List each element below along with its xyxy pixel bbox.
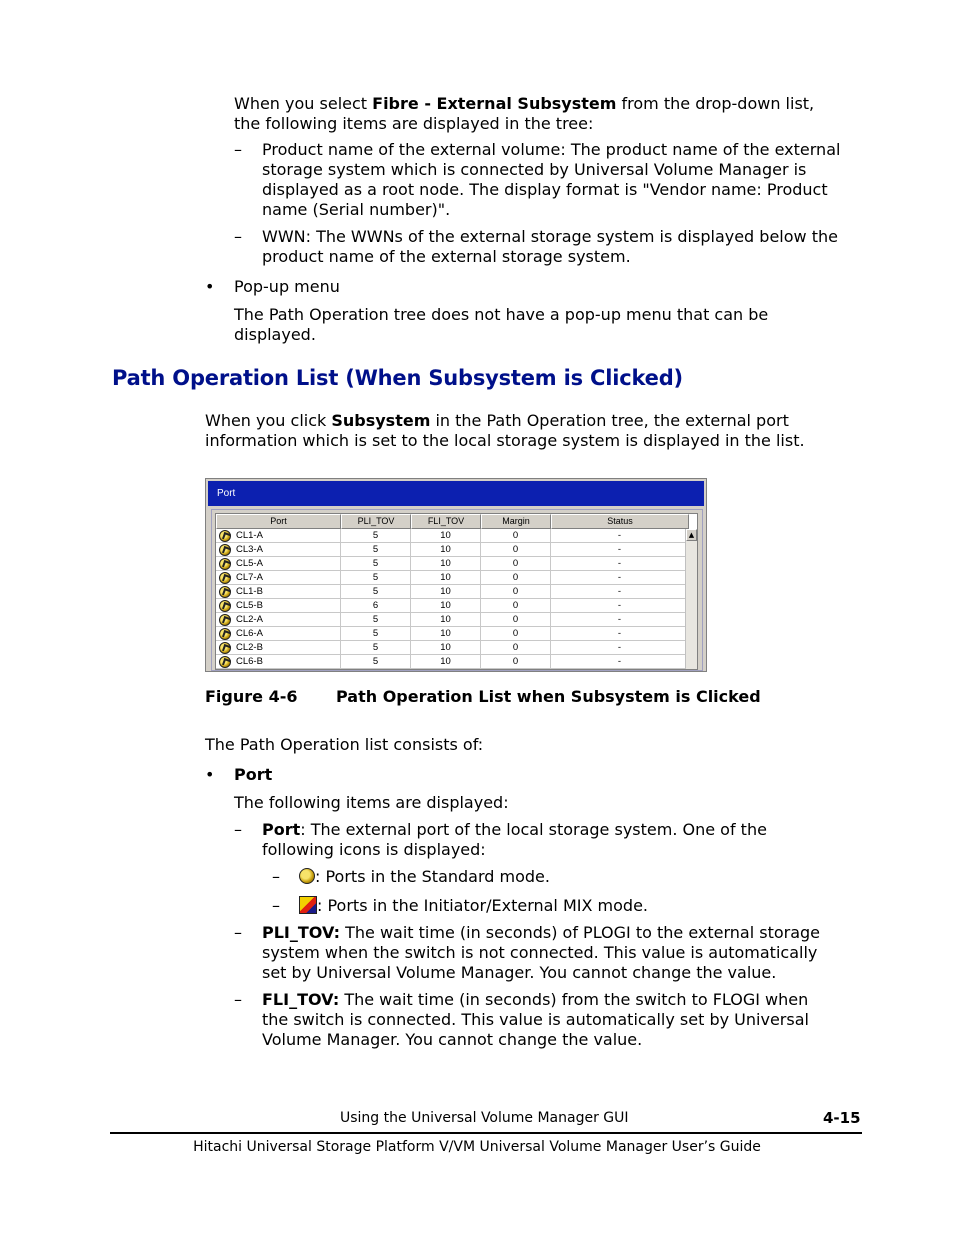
icon-item-standard <box>272 867 872 887</box>
intro-line2: the following items are displayed in the tree: <box>234 114 594 133</box>
cell-margin: 0 <box>481 599 551 613</box>
port-name: CL2-B <box>236 642 263 653</box>
scroll-up-icon[interactable]: ▲ <box>686 529 697 541</box>
footer-book-title: Hitachi Universal Storage Platform V/VM Universal Volume Manager User’s Guide <box>193 1139 761 1155</box>
cell-status: - <box>551 655 689 669</box>
cell-fli-tov: 10 <box>411 529 481 543</box>
section-text: When you click <box>205 411 332 430</box>
cell-port <box>216 557 341 571</box>
table-row[interactable] <box>216 557 689 571</box>
bullet-label: Pop-up menu <box>234 277 340 296</box>
cell-pli-tov: 6 <box>341 599 411 613</box>
port-name: CL6-B <box>236 656 263 667</box>
cell-margin: 0 <box>481 655 551 669</box>
cell-port <box>216 585 341 599</box>
cell-margin: 0 <box>481 627 551 641</box>
footer-divider <box>110 1132 862 1134</box>
table-row[interactable] <box>216 599 689 613</box>
port-standard-icon <box>219 642 231 654</box>
dash-glyph: – <box>234 820 242 839</box>
table-row[interactable] <box>216 655 689 669</box>
icon-std-desc: : Ports in the Standard mode. <box>315 867 550 886</box>
port-list-frame <box>211 509 703 671</box>
dash-glyph: – <box>234 140 242 159</box>
dash-glyph: – <box>234 227 242 246</box>
cell-fli-tov: 10 <box>411 599 481 613</box>
text-line: storage system which is connected by Universal Volume Manager is <box>262 160 807 179</box>
table-row[interactable] <box>216 529 689 543</box>
port-name: CL7-A <box>236 572 263 583</box>
cell-fli-tov: 10 <box>411 557 481 571</box>
port-panel-screenshot <box>205 478 707 672</box>
port-standard-icon <box>299 868 315 884</box>
cell-fli-tov: 10 <box>411 655 481 669</box>
dash-item-product-name <box>234 140 874 220</box>
cell-status: - <box>551 529 689 543</box>
dash-item-fli-tov <box>234 990 874 1050</box>
port-standard-icon <box>219 614 231 626</box>
cell-pli-tov: 5 <box>341 655 411 669</box>
text-line: the switch is connected. This value is automatically set by Universal <box>262 1010 809 1029</box>
vertical-scrollbar[interactable] <box>685 529 697 670</box>
port-standard-icon <box>219 544 231 556</box>
port-standard-icon <box>219 628 231 640</box>
port-name: CL3-A <box>236 544 263 555</box>
section-heading: Path Operation List (When Subsystem is Clicked) <box>112 366 683 390</box>
cell-port <box>216 529 341 543</box>
cell-margin: 0 <box>481 543 551 557</box>
port-standard-icon <box>219 600 231 612</box>
term-fli-tov: FLI_TOV: <box>262 990 340 1009</box>
cell-port <box>216 655 341 669</box>
cell-margin: 0 <box>481 529 551 543</box>
footer-chapter: Using the Universal Volume Manager GUI <box>340 1110 629 1126</box>
intro-text-post: from the drop-down list, <box>616 94 815 113</box>
column-header-port[interactable]: Port <box>216 514 341 529</box>
text-line: product name of the external storage system. <box>262 247 631 266</box>
port-name: CL5-A <box>236 558 263 569</box>
dash-glyph: – <box>272 867 280 886</box>
cell-pli-tov: 5 <box>341 557 411 571</box>
section-bold-term: Subsystem <box>331 411 431 430</box>
port-name: CL5-B <box>236 600 263 611</box>
figure-caption-text: Path Operation List when Subsystem is Clicked <box>336 687 761 706</box>
port-standard-icon <box>219 586 231 598</box>
bullet-port <box>205 765 273 785</box>
cell-port <box>216 641 341 655</box>
intro-text: When you select <box>234 94 373 113</box>
cell-port <box>216 543 341 557</box>
term-pli-tov: PLI_TOV: <box>262 923 341 942</box>
bullet-popup <box>205 277 340 297</box>
text-line: displayed as a root node. The display format is "Vendor name: Product <box>262 180 828 199</box>
bullet-glyph: • <box>205 277 215 296</box>
icon-mix-desc: : Ports in the Initiator/External MIX mode. <box>317 896 648 915</box>
cell-margin: 0 <box>481 557 551 571</box>
table-row[interactable] <box>216 641 689 655</box>
term-port: Port <box>262 820 301 839</box>
cell-margin: 0 <box>481 641 551 655</box>
port-desc: The following items are displayed: <box>234 793 509 812</box>
port-standard-icon <box>219 572 231 584</box>
cell-pli-tov: 5 <box>341 543 411 557</box>
icon-item-mix <box>272 896 872 916</box>
dash-glyph: – <box>234 990 242 1009</box>
intro-bold-term: Fibre - External Subsystem <box>372 94 617 113</box>
text-line: Product name of the external volume: The product name of the external <box>262 140 841 159</box>
text-line: The wait time (in seconds) from the switch to FLOGI when <box>339 990 809 1009</box>
port-name: CL6-A <box>236 628 263 639</box>
cell-pli-tov: 5 <box>341 641 411 655</box>
table-row[interactable] <box>216 613 689 627</box>
cell-status: - <box>551 543 689 557</box>
port-standard-icon <box>219 558 231 570</box>
dash-item-pli-tov <box>234 923 874 983</box>
cell-status: - <box>551 627 689 641</box>
table-row[interactable] <box>216 571 689 585</box>
cell-pli-tov: 5 <box>341 613 411 627</box>
cell-status: - <box>551 599 689 613</box>
cell-status: - <box>551 641 689 655</box>
section-line2: information which is set to the local storage system is displayed in the list. <box>205 431 805 450</box>
cell-pli-tov: 5 <box>341 627 411 641</box>
cell-margin: 0 <box>481 613 551 627</box>
section-paragraph <box>205 411 865 451</box>
cell-fli-tov: 10 <box>411 585 481 599</box>
text-line: system when the switch is not connected. This value is automatically <box>262 943 818 962</box>
figure-number: Figure 4-6 <box>205 687 298 706</box>
cell-fli-tov: 10 <box>411 627 481 641</box>
text-line: : The external port of the local storage system. One of the <box>300 820 767 839</box>
section-text-post: in the Path Operation tree, the external port <box>430 411 789 430</box>
cell-pli-tov: 5 <box>341 529 411 543</box>
column-header-margin[interactable]: Margin <box>481 514 551 529</box>
port-name: CL1-B <box>236 586 263 597</box>
cell-port <box>216 613 341 627</box>
cell-margin: 0 <box>481 585 551 599</box>
table-row[interactable] <box>216 543 689 557</box>
text-line: WWN: The WWNs of the external storage system is displayed below the <box>262 227 838 246</box>
list-intro: The Path Operation list consists of: <box>205 735 484 754</box>
cell-port <box>216 627 341 641</box>
port-standard-icon <box>219 656 231 668</box>
cell-fli-tov: 10 <box>411 613 481 627</box>
port-table <box>215 513 698 670</box>
cell-port <box>216 599 341 613</box>
port-mix-icon <box>299 896 317 914</box>
dash-item-wwn <box>234 227 874 267</box>
port-name: CL2-A <box>236 614 263 625</box>
cell-status: - <box>551 585 689 599</box>
text-line: Volume Manager. You cannot change the value. <box>262 1030 643 1049</box>
cell-margin: 0 <box>481 571 551 585</box>
column-header-fli-tov[interactable]: FLI_TOV <box>411 514 481 529</box>
column-header-status[interactable]: Status <box>551 514 689 529</box>
port-standard-icon <box>219 530 231 542</box>
cell-pli-tov: 5 <box>341 571 411 585</box>
footer-page-number: 4-15 <box>823 1109 861 1127</box>
popup-description <box>234 305 768 345</box>
cell-status: - <box>551 613 689 627</box>
cell-status: - <box>551 571 689 585</box>
column-header-pli-tov[interactable]: PLI_TOV <box>341 514 411 529</box>
text-line: The Path Operation tree does not have a pop-up menu that can be <box>234 305 769 324</box>
cell-fli-tov: 10 <box>411 641 481 655</box>
bullet-label: Port <box>234 765 273 784</box>
table-header <box>216 514 689 529</box>
text-line: set by Universal Volume Manager. You cannot change the value. <box>262 963 777 982</box>
dash-glyph: – <box>272 896 280 915</box>
text-line: The wait time (in seconds) of PLOGI to the external storage <box>340 923 821 942</box>
port-name: CL1-A <box>236 530 263 541</box>
intro-paragraph <box>234 94 874 134</box>
text-line: displayed. <box>234 325 316 344</box>
bullet-glyph: • <box>205 765 215 784</box>
dash-item-port <box>234 820 874 860</box>
dash-glyph: – <box>234 923 242 942</box>
table-row[interactable] <box>216 627 689 641</box>
cell-fli-tov: 10 <box>411 571 481 585</box>
panel-title: Port <box>208 481 704 506</box>
text-line: following icons is displayed: <box>262 840 486 859</box>
cell-status: - <box>551 557 689 571</box>
table-row[interactable] <box>216 585 689 599</box>
cell-fli-tov: 10 <box>411 543 481 557</box>
cell-pli-tov: 5 <box>341 585 411 599</box>
text-line: name (Serial number)". <box>262 200 451 219</box>
cell-port <box>216 571 341 585</box>
